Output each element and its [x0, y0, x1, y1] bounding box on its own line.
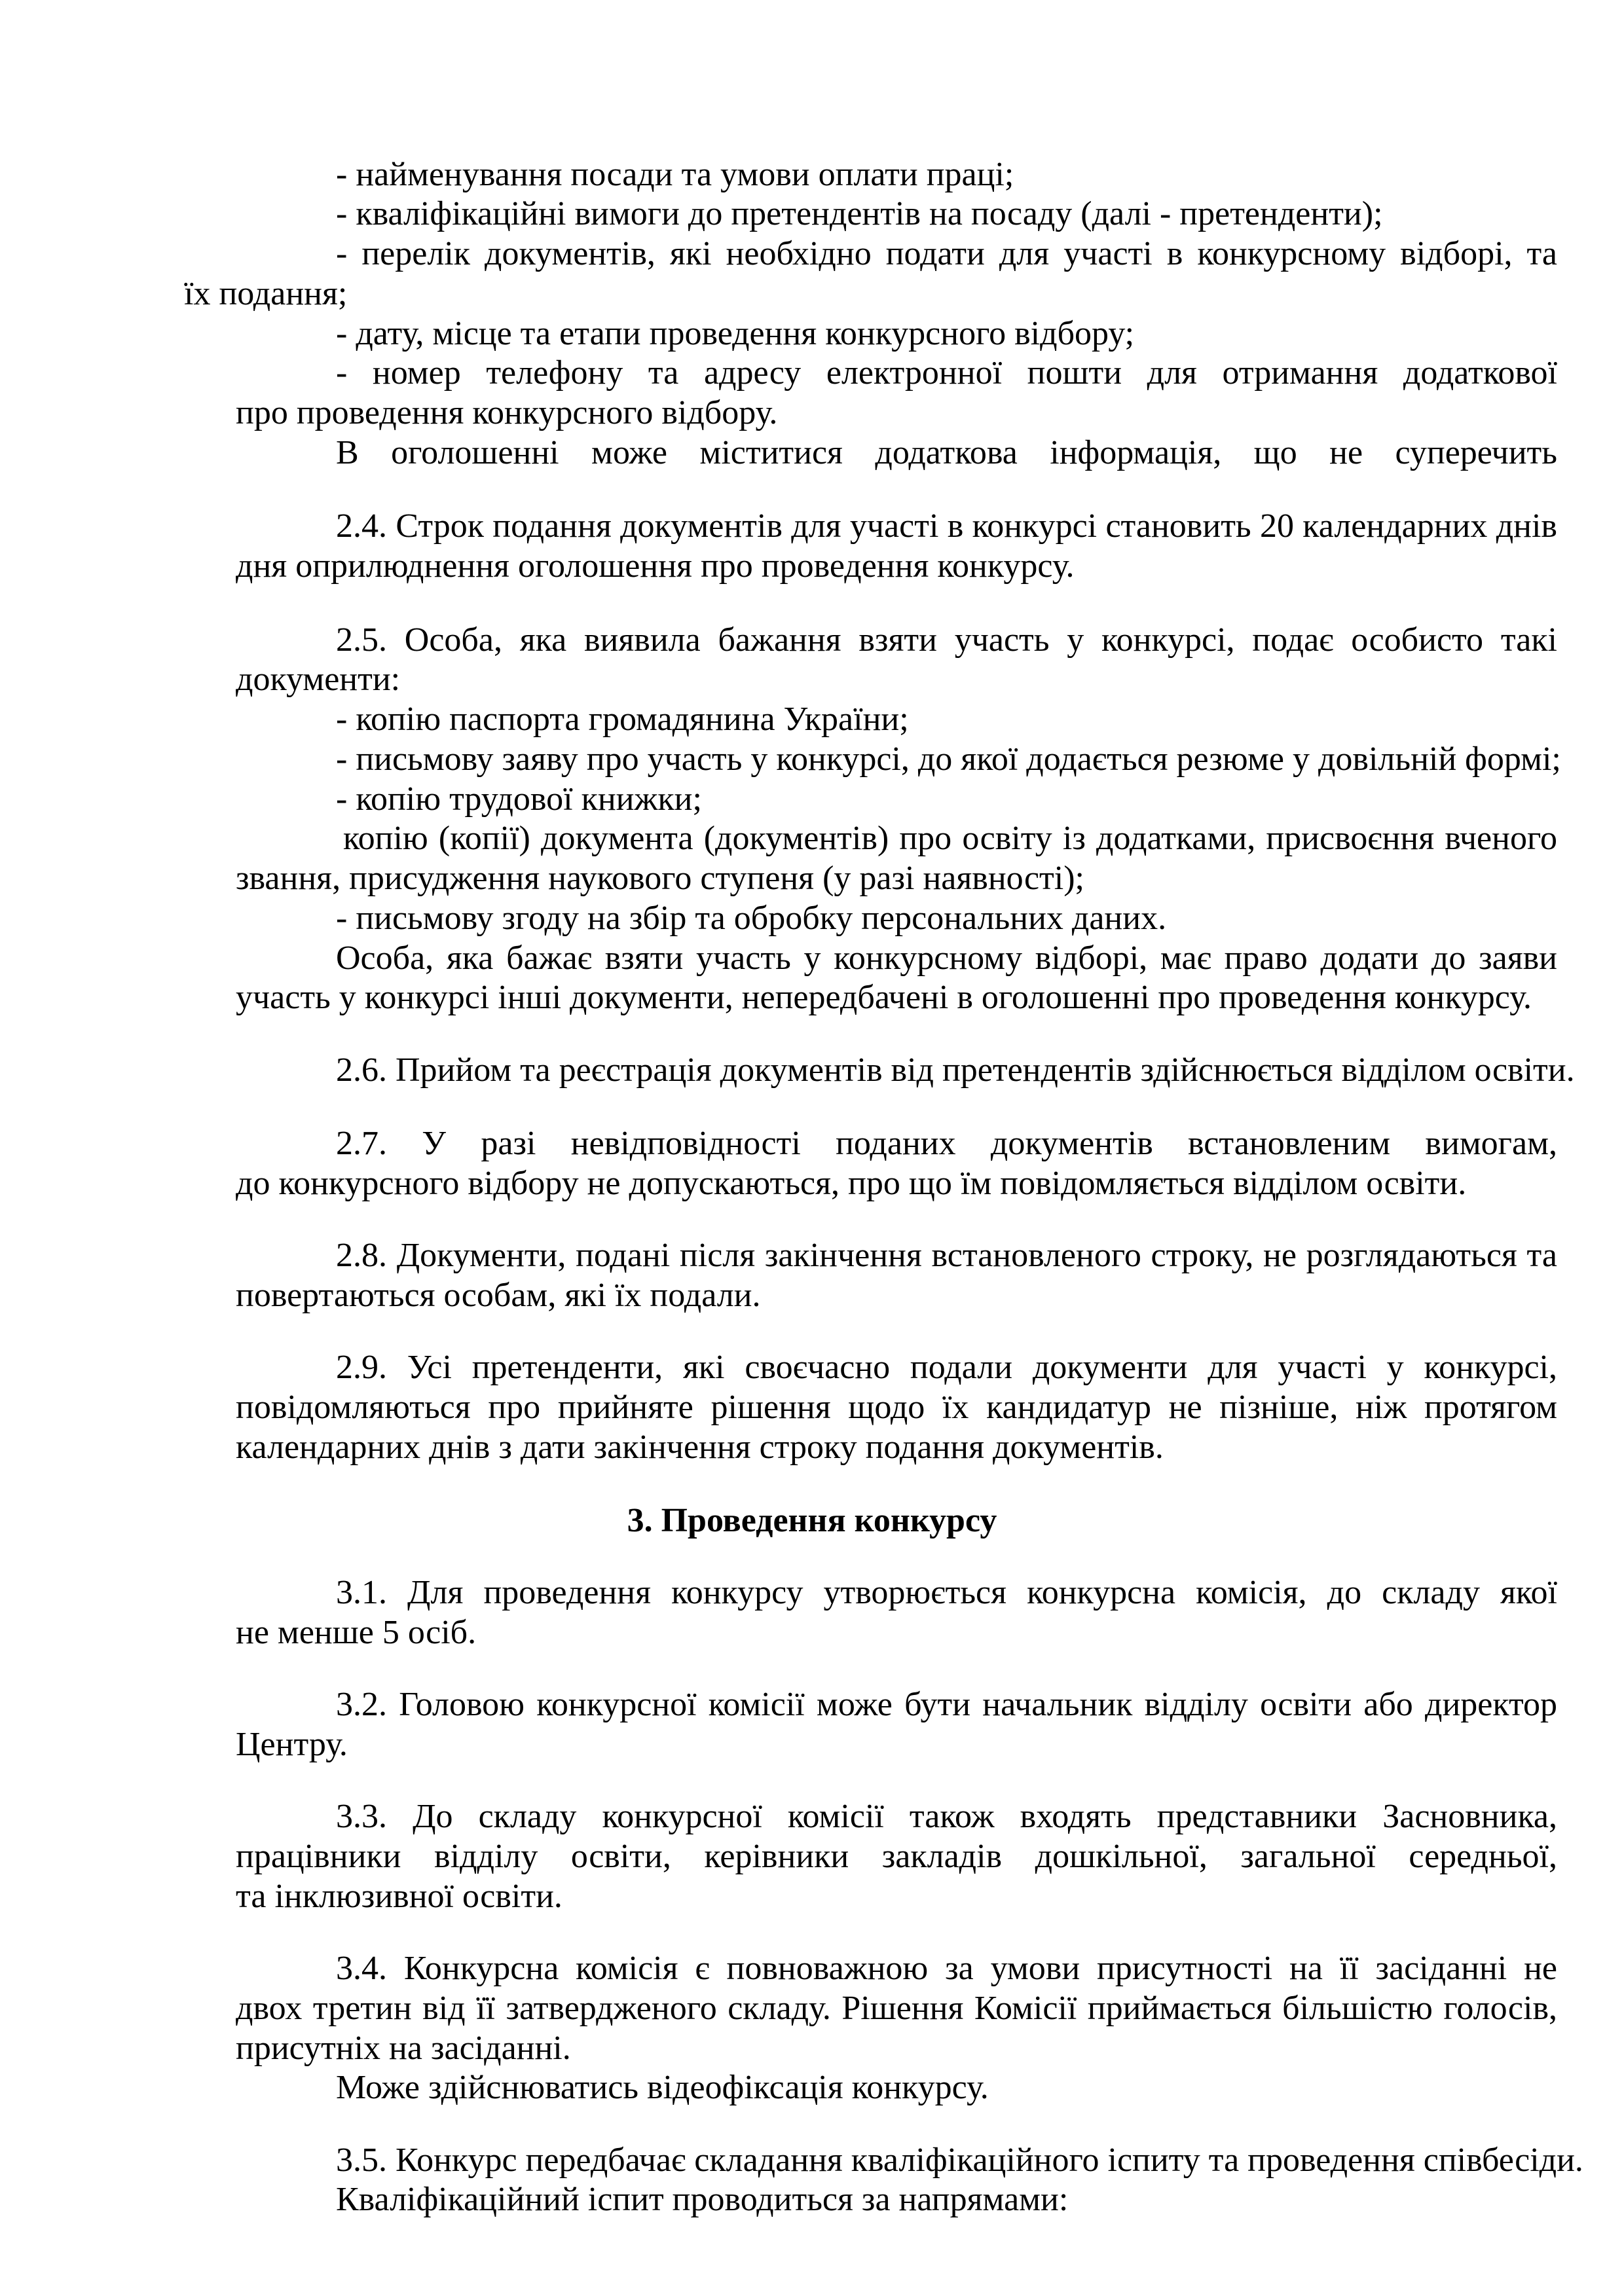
- text-line: про проведення конкурсного відбору.: [236, 394, 778, 431]
- text-line: 3.4. Конкурсна комісія є повноважною за умови присутності на її засіданні не: [336, 1950, 1557, 1987]
- text-line: не менше 5 осіб.: [236, 1614, 477, 1651]
- text-line: 2.9. Усі претенденти, які своєчасно подали документи для участі у конкурсі,: [336, 1349, 1557, 1386]
- section-heading: 3. Проведення конкурсу: [627, 1502, 997, 1539]
- text-line: присутніх на засіданні.: [236, 2030, 571, 2067]
- text-line: Кваліфікаційний іспит проводиться за напрямами:: [336, 2181, 1069, 2218]
- text-line: В оголошенні може міститися додаткова інформація, що не суперечить: [336, 434, 1557, 471]
- text-line: участь у конкурсі інші документи, непередбачені в оголошенні про проведення конкурсу.: [236, 979, 1532, 1016]
- text-line: повертаються особам, які їх подали.: [236, 1277, 761, 1314]
- text-line: їх подання;: [184, 275, 348, 312]
- text-line: - письмову згоду на збір та обробку персональних даних.: [336, 900, 1167, 937]
- text-line: 2.7. У разі невідповідності поданих документів встановленим вимогам,: [336, 1125, 1557, 1162]
- text-line: звання, присудження наукового ступеня (у разі наявності);: [236, 860, 1084, 897]
- text-line: до конкурсного відбору не допускаються, про що їм повідомляється відділом освіти.: [236, 1165, 1467, 1202]
- text-line: - найменування посади та умови оплати праці;: [336, 156, 1014, 193]
- text-line: 2.6. Прийом та реєстрація документів від претендентів здійснюється відділом освіти.: [336, 1051, 1575, 1089]
- text-line: Може здійснюватись відеофіксація конкурсу.: [336, 2069, 989, 2106]
- text-line: дня оприлюднення оголошення про проведення конкурсу.: [236, 547, 1075, 585]
- text-line: та інклюзивної освіти.: [236, 1878, 563, 1915]
- text-line: - письмову заяву про участь у конкурсі, до якої додається резюме у довільній формі;: [336, 740, 1561, 778]
- text-line: 2.8. Документи, подані після закінчення встановленого строку, не розглядаються та: [336, 1237, 1557, 1274]
- text-line: - номер телефону та адресу електронної пошти для отримання додаткової: [336, 354, 1557, 392]
- text-line: - перелік документів, які необхідно подати для участі в конкурсному відборі, та: [336, 235, 1557, 272]
- text-line: 3.5. Конкурс передбачає складання кваліфікаційного іспиту та проведення співбесіди.: [336, 2141, 1583, 2179]
- text-line: Особа, яка бажає взяти участь у конкурсному відборі, має право додати до заяви: [336, 939, 1557, 977]
- text-line: - кваліфікаційні вимоги до претендентів на посаду (далі - претенденти);: [336, 195, 1383, 232]
- text-line: копію (копії) документа (документів) про освіту із додатками, присвоєння вченого: [343, 820, 1557, 857]
- text-line: 3.1. Для проведення конкурсу утворюється конкурсна комісія, до складу якої: [336, 1574, 1557, 1611]
- text-line: документи:: [236, 661, 401, 698]
- text-line: - копію паспорта громадянина України;: [336, 701, 909, 738]
- text-line: 3.2. Головою конкурсної комісії може бути начальник відділу освіти або директор: [336, 1686, 1557, 1723]
- text-line: 3.3. До складу конкурсної комісії також входять представники Засновника,: [336, 1798, 1557, 1835]
- text-line: календарних днів з дати закінчення строку подання документів.: [236, 1429, 1164, 1466]
- text-line: двох третин від її затвердженого складу. Рішення Комісії приймається більшістю голосів,: [236, 1990, 1557, 2027]
- text-line: 2.4. Строк подання документів для участі в конкурсі становить 20 календарних днів: [336, 507, 1557, 545]
- text-line: - дату, місце та етапи проведення конкурсного відбору;: [336, 315, 1135, 352]
- text-line: працівники відділу освіти, керівники закладів дошкільної, загальної середньої,: [236, 1838, 1557, 1875]
- text-line: 2.5. Особа, яка виявила бажання взяти участь у конкурсі, подає особисто такі: [336, 621, 1557, 659]
- text-line: - копію трудової книжки;: [336, 780, 702, 818]
- text-line: повідомляються про прийняте рішення щодо їх кандидатур не пізніше, ніж протягом: [236, 1389, 1557, 1426]
- text-line: Центру.: [236, 1726, 348, 1763]
